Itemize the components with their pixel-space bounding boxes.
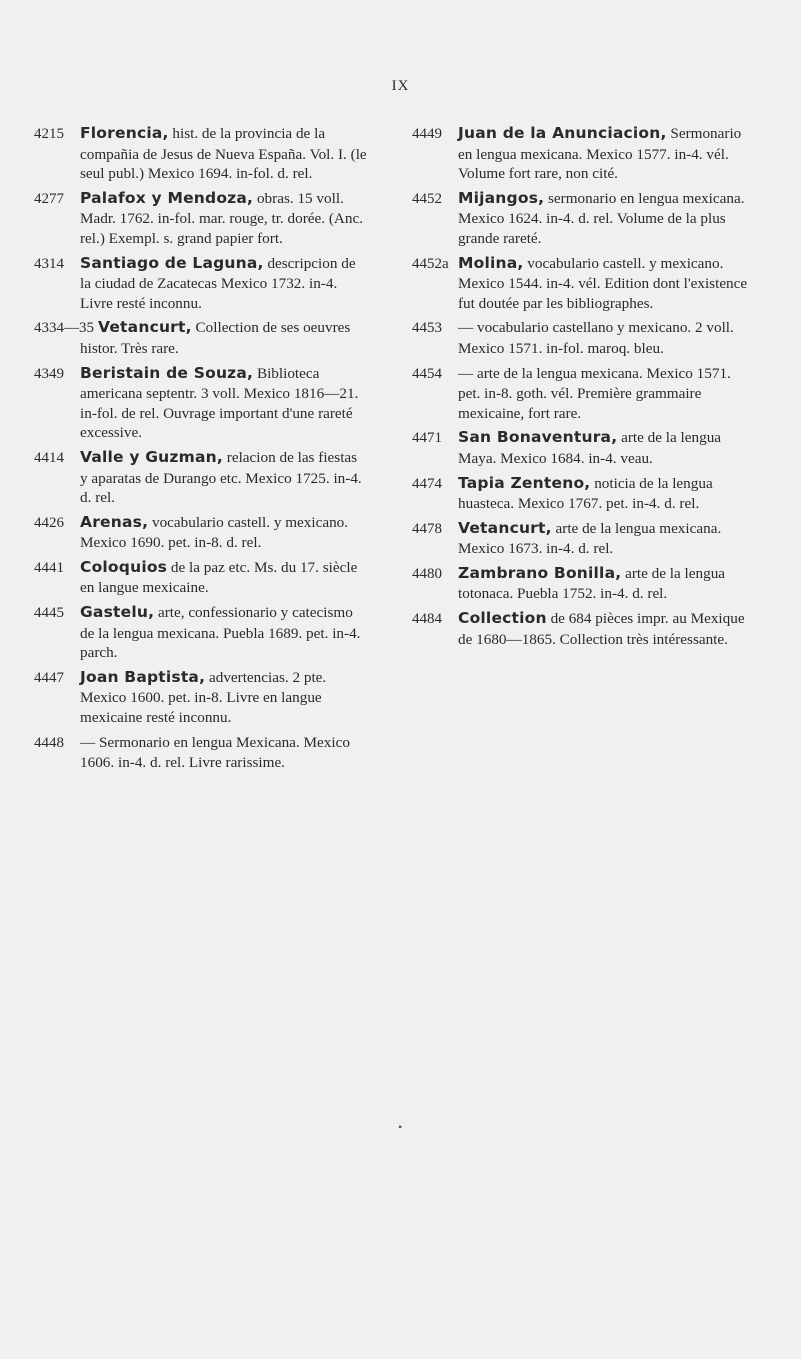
page-number: IX: [391, 78, 410, 94]
entry-description: obras. 15 voll. Madr. 1762. in-fol. mar. rouge, tr. dorée. (Anc. rel.) Exempl. s. grand papier fort.: [80, 189, 364, 247]
entry-author: Arenas,: [80, 512, 149, 531]
entry-author: Juan de la Anunciacion,: [458, 124, 667, 142]
entry-number: 4334—35: [34, 320, 94, 337]
entry-number: 4474: [412, 475, 442, 492]
entry-description: — Sermonario en lengua Mexicana. Mexico 1606. in-4. d. rel. Livre rarissime.: [80, 733, 350, 772]
catalog-entry: [34, 318, 368, 358]
catalog-entry: [34, 558, 368, 598]
entry-number: 4441: [34, 559, 64, 576]
entry-description: advertencias. 2 pte. Mexico 1600. pet. in-8. Livre en langue mexicaine resté inconnu.: [80, 668, 327, 727]
entry-author: Tapia Zenteno,: [458, 473, 591, 492]
entry-number: 4449: [412, 126, 442, 142]
entry-author: Joan Baptista,: [80, 667, 206, 686]
entry-description: arte de la lengua Maya. Mexico 1684. in-4. veau.: [458, 429, 722, 467]
catalog-entry: [412, 254, 756, 314]
entry-author: San Bonaventura,: [458, 428, 618, 447]
entry-number: 4471: [412, 430, 442, 447]
entry-number: 4414: [34, 449, 64, 466]
entry-description: — arte de la lengua mexicana. Mexico 1571. pet. in-8. goth. vél. Première grammaire mexicaine, fort rare.: [458, 364, 731, 422]
entry-author: Zambrano Bonilla,: [458, 563, 622, 582]
catalog-entry: [34, 448, 368, 508]
catalog-entry: [34, 189, 368, 249]
catalog-entry: [34, 254, 368, 314]
catalog-entry: [412, 564, 756, 604]
entry-number: 4480: [412, 565, 442, 582]
entry-author: Gastelu,: [80, 603, 155, 622]
entry-description: sermonario en lengua mexicana. Mexico 1624. in-4. d. rel. Volume de la plus grande rareté.: [458, 189, 745, 247]
entry-description: vocabulario castell. y mexicano. Mexico 1690. pet. in-8. d. rel.: [80, 513, 349, 552]
entry-author: Collection: [458, 609, 547, 628]
entry-description: Sermonario en lengua mexicana. Mexico 1577. in-4. vél. Volume fort rare, non cité.: [458, 125, 742, 183]
entry-description: relacion de las fiestas y aparatas de Durango etc. Mexico 1725. in-4. d. rel.: [80, 448, 362, 507]
entry-number: 4453: [412, 320, 442, 337]
entry-author: Coloquios: [80, 557, 168, 576]
entry-number: 4447: [34, 669, 64, 686]
entry-author: Vetancurt,: [98, 318, 192, 337]
entry-description: arte de la lengua totonaca. Puebla 1752. in-4. d. rel.: [458, 564, 726, 603]
catalog-entry: [34, 513, 368, 553]
catalog-entry: [412, 609, 756, 649]
entry-author: Palafox y Mendoza,: [80, 188, 254, 207]
catalog-entry: [34, 668, 368, 728]
entry-description: vocabulario castell. y mexicano. Mexico 1544. in-4. vél. Edition dont l'existence fut doutée par les bibliographes.: [458, 254, 748, 312]
entry-description: — vocabulario castellano y mexicano. 2 voll. Mexico 1571. in-fol. maroq. bleu.: [458, 319, 734, 357]
catalog-entry: [34, 733, 368, 773]
entry-number: 4448: [34, 734, 64, 751]
entry-author: Vetancurt,: [458, 518, 552, 537]
entry-description: descripcion de la ciudad de Zacatecas Mexico 1732. in-4. Livre resté inconnu.: [80, 254, 356, 312]
right-column: [412, 124, 756, 654]
catalog-entry: [412, 519, 756, 559]
entry-number: 4454: [412, 365, 442, 382]
entry-number: 4478: [412, 520, 442, 537]
catalog-entry: [34, 364, 368, 443]
catalog-entry: [412, 318, 756, 358]
entry-description: hist. de la provincia de la compañia de Jesus de Nueva España. Vol. I. (le seul publ.) Mexico 1694. in-fol. d. rel.: [80, 125, 367, 183]
entry-number: 4277: [34, 190, 64, 207]
entry-number: 4426: [34, 514, 64, 531]
entry-number: 4445: [34, 605, 64, 622]
catalog-entry: [412, 364, 756, 424]
catalog-entry: [412, 428, 756, 468]
catalog-entry: [34, 603, 368, 663]
entry-number: 4314: [34, 255, 64, 272]
paper-speck: •: [398, 1120, 403, 1134]
entry-description: arte de la lengua mexicana. Mexico 1673. in-4. d. rel.: [458, 519, 722, 558]
entry-number: 4452a: [412, 255, 449, 272]
entry-description: noticia de la lengua huasteca. Mexico 1767. pet. in-4. d. rel.: [458, 474, 713, 513]
entry-description: de la paz etc. Ms. du 17. siècle en langue mexicaine.: [80, 558, 358, 597]
entry-author: Florencia,: [80, 124, 169, 142]
entry-number: 4349: [34, 365, 64, 382]
catalog-entry: [412, 189, 756, 249]
entry-author: Mijangos,: [458, 188, 545, 207]
entry-author: Molina,: [458, 253, 524, 272]
entry-number: 4484: [412, 611, 442, 628]
catalog-entry: [412, 124, 756, 184]
catalog-entry: [34, 124, 368, 184]
entry-number: 4215: [34, 126, 64, 142]
entry-description: de 684 pièces impr. au Mexique de 1680—1865. Collection très intéressante.: [458, 610, 745, 648]
entry-description: Collection de ses oeuvres histor. Très rare.: [80, 319, 351, 357]
entry-description: arte, confessionario y catecismo de la lengua mexicana. Puebla 1689. pet. in-4. parch.: [80, 604, 361, 662]
catalog-entry: [412, 474, 756, 514]
entry-author: Santiago de Laguna,: [80, 253, 264, 272]
left-column: [34, 124, 368, 778]
entry-author: Beristain de Souza,: [80, 363, 254, 382]
entry-number: 4452: [412, 190, 442, 207]
entry-description: Biblioteca americana septentr. 3 voll. Mexico 1816—21. in-fol. de rel. Ouvrage important d'une rareté excessive.: [80, 364, 359, 442]
entry-author: Valle y Guzman,: [80, 447, 223, 466]
